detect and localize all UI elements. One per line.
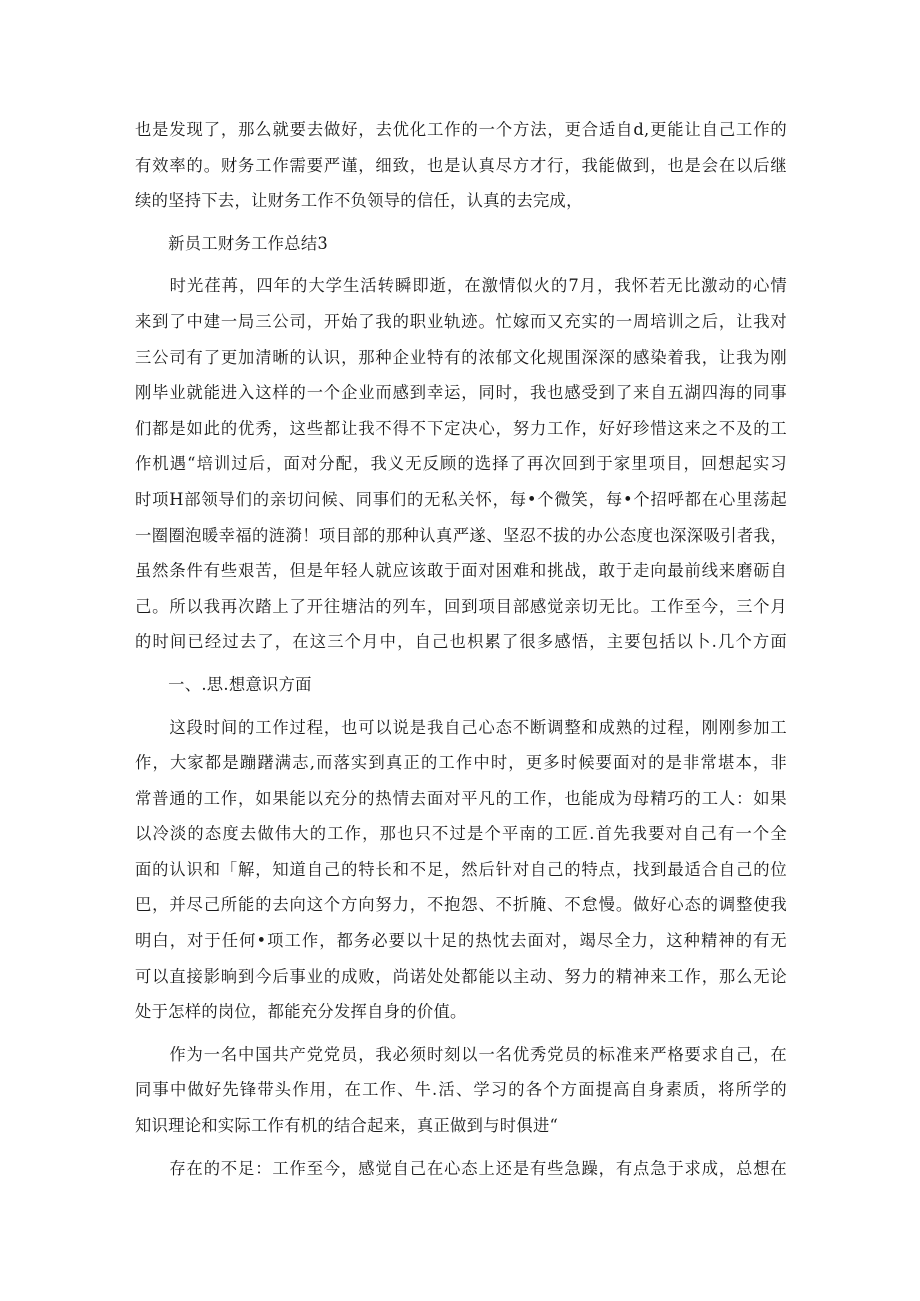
text-line: 明白，对于任何•项工作，都务必要以十足的热忱去面对，竭尽全力，这种精神的有无: [135, 931, 787, 951]
text-line: 以冷淡的态度去做伟大的工作，那也只不过是个平南的工匠.首先我要对自己有一个全: [135, 824, 787, 844]
text-line: 们都是如此的优秀，这些都让我不得不下定决心，努力工作，好好珍惜这来之不及的工: [135, 418, 787, 438]
text-line: 三公司有了更加清晰的认识，那种企业特有的浓郁文化规围深深的感染着我，让我为刚: [135, 347, 787, 367]
text-line: 同事中做好先锋带头作用，在工作、牛.活、学习的各个方面提高自身素质，将所学的: [135, 1080, 787, 1100]
text-line: 时项H部领导们的亲切问候、同事们的无私关怀，每•个微笑，每•个招呼都在心里荡起: [135, 489, 787, 509]
text-line: 虽然条件有些艰苦，但是年轻人就应该敢于面对困难和挑战，敢于走向最前线来磨砺自: [135, 561, 787, 581]
text-line: 时光荏苒，四年的大学生活转瞬即逝，在激情似火的7月，我怀若无比激动的心情: [135, 276, 787, 296]
text-line: 也是发现了，那么就要去做好，去优化工作的一个方法，更合适自d,更能让自己工作的: [135, 120, 787, 139]
document-page: [135, 112, 787, 1186]
text-line: 来到了中建一局三公司，开始了我的职业轨迹。忙嫁而又充实的一周培训之后，让我对: [135, 311, 787, 331]
text-line: 己。所以我再次踏上了开往塘沽的列车，回到项目部感觉亲切无比。工作至今，三个月: [135, 596, 787, 616]
paragraph: [135, 226, 787, 262]
text-line: 常普通的工作，如果能以充分的热情去面对平凡的工作，也能成为母精巧的工人：如果: [135, 788, 787, 808]
text-line: 这段时间的工作过程，也可以说是我自己心态不断调整和成熟的过程，刚刚参加工: [135, 717, 787, 737]
text-line: 处于怎样的岗位，都能充分发挥自身的价值。: [135, 1002, 467, 1022]
paragraph: [135, 112, 787, 219]
text-line: 存在的不足：工作至今，感觉自己在心态上还是有些急躁，有点急于求成，总想在: [135, 1158, 787, 1178]
text-line: 面的认识和「解，知道自己的特长和不足，然后针对自己的特点，找到最适合自己的位: [135, 859, 787, 879]
text-line: 巴，并尽己所能的去向这个方向努力，不抱怨、不折腌、不怠慢。做好心态的调整使我: [135, 895, 787, 915]
paragraph: [135, 710, 787, 1030]
text-line: 作为一名中国共产党党员，我必须时刻以一名优秀党员的标准来严格要求自己，在: [135, 1044, 787, 1064]
text-line: 一圈圈泡暖幸福的涟漪！项目部的那种认真严遂、坚忍不拔的办公态度也深深吸引者我，: [135, 525, 787, 545]
text-line: 新员工财务工作总结3: [135, 233, 329, 253]
text-line: 有效率的。财务工作需要严谨，细致，也是认真尽方才行，我能做到，也是会在以后继: [135, 155, 787, 175]
text-line: 作机遇“培训过后，面对分配，我义无反顾的选择了再次回到于家里项目，回想起实习: [135, 454, 787, 474]
text-line: 刚毕业就能进入这样的一个企业而感到幸运，同时，我也感受到了来自五湖四海的同事: [135, 383, 787, 403]
paragraph: [135, 667, 787, 703]
text-line: 可以直接影晌到今后事业的成败，尚诺处处都能以主动、努力的精神来工作，那么无论: [135, 966, 787, 986]
text-line: 作，大家都是蹦躇满志,而落实到真正的工作中时，更多时候要面对的是非常堪本，非: [135, 753, 787, 773]
text-line: 的时间已经过去了，在这三个月中，自己也枳累了很多感悟，主要包括以卜.几个方面: [135, 632, 787, 652]
paragraph: [135, 268, 787, 660]
text-line: 知识理论和实际工作有机的结合起来，真正做到与时俱进“: [135, 1116, 559, 1136]
text-line: 一、.思.想意识方面: [135, 674, 312, 694]
paragraph: [135, 1037, 787, 1144]
paragraph: [135, 1151, 787, 1187]
text-line: 续的坚持下去，让财务工作不负领导的信任，认真的去完成，: [135, 191, 583, 211]
